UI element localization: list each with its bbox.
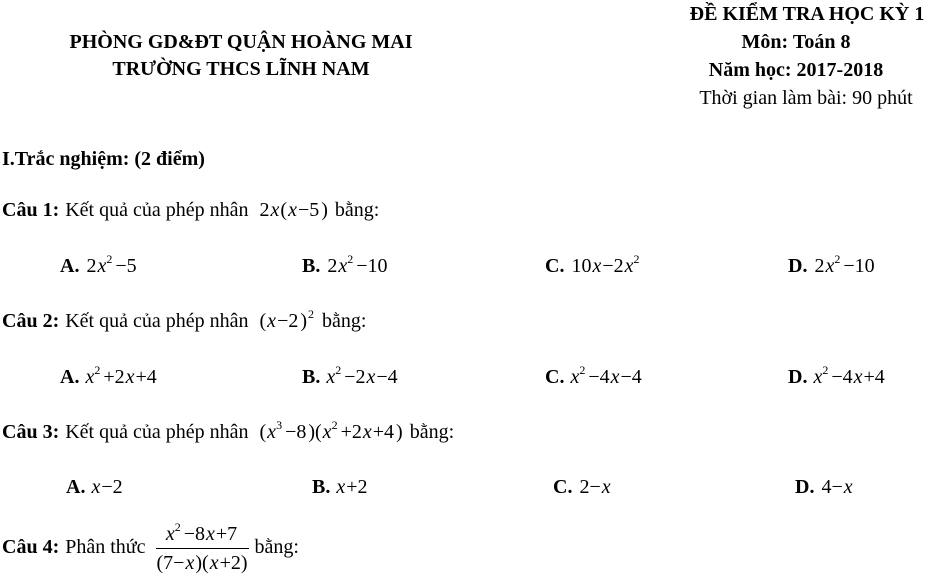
option-label: D.: [795, 476, 815, 498]
math-expression: [156, 552, 249, 574]
option-label: D.: [788, 366, 808, 388]
variable: x: [326, 366, 336, 388]
exponent: 2: [106, 252, 113, 266]
variable: x: [97, 255, 107, 277]
answer-option-c[interactable]: [545, 365, 643, 389]
math-term: +2: [103, 366, 125, 388]
time-limit: Thời gian làm bài: 90 phút: [699, 87, 913, 109]
math-term: −8: [285, 421, 307, 443]
math-term: +4: [863, 366, 885, 388]
math-term: 10: [571, 255, 592, 277]
math-expression: [259, 199, 329, 221]
option-label: B.: [302, 366, 321, 388]
math-term: +2): [219, 552, 248, 574]
variable: x: [624, 255, 634, 277]
math-term: −5: [297, 199, 320, 221]
question-label: Câu 4:: [2, 536, 60, 559]
option-label: B.: [312, 476, 331, 498]
option-label: C.: [553, 476, 573, 498]
math-term: −10: [843, 255, 875, 277]
school-year: Năm học: 2017-2018: [708, 59, 884, 81]
option-label: A.: [60, 255, 80, 277]
question-3: [2, 420, 454, 444]
math-term: +2: [340, 421, 362, 443]
math-expression: [259, 307, 317, 332]
exponent: 2: [822, 363, 829, 377]
answer-option-d[interactable]: [788, 254, 876, 278]
math-term: )(: [308, 421, 322, 443]
option-label: C.: [545, 366, 565, 388]
math-expression: [570, 252, 641, 277]
exponent: 2: [633, 252, 640, 266]
math-term: −8: [183, 523, 206, 545]
math-expression: [820, 476, 852, 498]
exponent: 2: [308, 307, 315, 321]
variable: x: [125, 366, 135, 388]
math-term: −4: [588, 366, 610, 388]
question-label: Câu 2:: [2, 310, 60, 332]
exponent: 2: [335, 363, 342, 377]
math-expression: [578, 476, 610, 498]
question-text: Phân thức: [65, 536, 146, 559]
math-term: −4: [831, 366, 853, 388]
math-expression: [336, 476, 368, 498]
variable: x: [853, 366, 863, 388]
question-text: Kết quả của phép nhân: [65, 310, 249, 332]
school-name: TRƯỜNG THCS LĨNH NAM: [112, 58, 370, 80]
math-expression: [85, 363, 157, 388]
math-expression: [91, 476, 123, 498]
math-term: (: [259, 310, 267, 332]
variable: x: [336, 476, 346, 498]
question-text: Kết quả của phép nhân: [65, 421, 249, 443]
option-label: A.: [60, 366, 80, 388]
fraction: [156, 522, 249, 575]
variable: x: [610, 366, 620, 388]
math-term: (: [280, 199, 288, 221]
question-text: Kết quả của phép nhân: [65, 199, 249, 221]
answer-option-b[interactable]: [302, 254, 389, 278]
exponent: 2: [347, 252, 354, 266]
department-name: PHÒNG GD&ĐT QUẬN HOÀNG MAI: [69, 31, 413, 53]
option-label: B.: [302, 255, 321, 277]
math-term: +2: [346, 476, 368, 498]
answer-option-a[interactable]: [60, 254, 138, 278]
math-expression: [813, 252, 875, 277]
answer-option-d[interactable]: [788, 365, 886, 389]
math-expression: [259, 418, 404, 443]
question-label: Câu 3:: [2, 421, 60, 443]
math-expression: [570, 363, 642, 388]
option-label: A.: [66, 476, 86, 498]
math-expression: [85, 252, 137, 277]
math-expression: [813, 363, 885, 388]
math-term: (7−: [156, 552, 185, 574]
math-term: −4: [620, 366, 642, 388]
variable: x: [267, 310, 277, 332]
variable: x: [267, 421, 277, 443]
option-label: C.: [545, 255, 565, 277]
math-term: (: [259, 421, 267, 443]
exponent: 2: [94, 363, 101, 377]
math-term: 2: [327, 255, 338, 277]
header-left: [56, 30, 426, 81]
variable: x: [843, 476, 853, 498]
question-suffix: bằng:: [409, 421, 455, 443]
exponent: 3: [276, 418, 283, 432]
variable: x: [601, 476, 611, 498]
math-term: 4−: [821, 476, 843, 498]
variable: x: [185, 552, 195, 574]
math-term: ): [396, 421, 403, 443]
exam-title: ĐỀ KIỂM TRA HỌC KỲ 1: [689, 3, 925, 25]
option-label: D.: [788, 255, 808, 277]
header-right: [660, 2, 932, 110]
variable: x: [85, 366, 95, 388]
question-suffix: bằng:: [322, 310, 367, 332]
math-term: 2: [814, 255, 825, 277]
variable: x: [592, 255, 602, 277]
math-expression: [165, 520, 238, 545]
exponent: 2: [834, 252, 841, 266]
variable: x: [813, 366, 823, 388]
variable: x: [338, 255, 348, 277]
exponent: 2: [331, 418, 338, 432]
answer-option-d[interactable]: [795, 475, 853, 499]
variable: x: [165, 523, 175, 545]
math-term: −4: [376, 366, 398, 388]
math-expression: [326, 363, 398, 388]
denominator: [156, 549, 249, 575]
variable: x: [570, 366, 580, 388]
variable: x: [366, 366, 376, 388]
question-4: [2, 522, 299, 575]
variable: x: [270, 199, 280, 221]
math-term: −2: [277, 310, 299, 332]
math-term: −2: [602, 255, 624, 277]
section-title: I.Trắc nghiệm: (2 điểm): [2, 148, 205, 170]
math-term: +4: [135, 366, 157, 388]
math-expression: [326, 252, 388, 277]
numerator: [156, 522, 249, 549]
math-term: )(: [195, 552, 209, 574]
math-term: 2: [86, 255, 97, 277]
question-2: [2, 309, 366, 333]
question-suffix: bằng:: [254, 536, 299, 559]
variable: x: [322, 421, 332, 443]
math-term: 2: [259, 199, 270, 221]
variable: x: [825, 255, 835, 277]
answer-option-a[interactable]: [60, 365, 158, 389]
subject: Môn: Toán 8: [741, 31, 851, 53]
question-label: Câu 1:: [2, 199, 60, 221]
math-term: +4: [372, 421, 395, 443]
variable: x: [206, 523, 215, 545]
math-term: −2: [344, 366, 366, 388]
math-term: ): [300, 310, 308, 332]
math-term: −10: [356, 255, 388, 277]
answer-option-b[interactable]: [302, 365, 399, 389]
math-term: −5: [115, 255, 137, 277]
math-term: ): [321, 199, 328, 221]
answer-option-b[interactable]: [312, 475, 369, 499]
variable: x: [362, 421, 372, 443]
variable: x: [209, 552, 219, 574]
answer-option-c[interactable]: [545, 254, 642, 278]
math-term: 2−: [579, 476, 601, 498]
answer-option-a[interactable]: [66, 475, 124, 499]
exponent: 2: [174, 520, 181, 534]
question-1: [2, 198, 379, 222]
exponent: 2: [579, 363, 586, 377]
variable: x: [288, 199, 297, 221]
answer-option-c[interactable]: [553, 475, 611, 499]
math-term: −2: [101, 476, 123, 498]
variable: x: [91, 476, 101, 498]
math-term: +7: [215, 523, 238, 545]
question-suffix: bằng:: [334, 199, 380, 221]
